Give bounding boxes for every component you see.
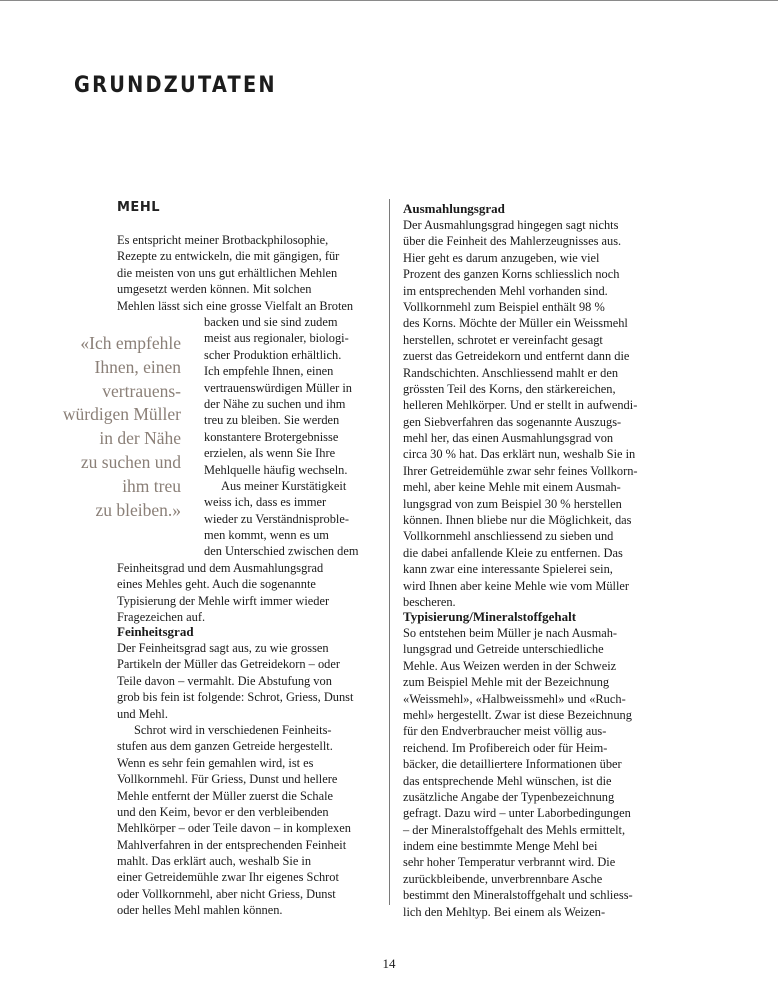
- column-divider: [389, 199, 390, 905]
- text-line: Es entspricht meiner Brotbackphilosophie,: [117, 233, 329, 247]
- text-line: Ich empfehle Ihnen, einen: [204, 364, 334, 379]
- ausmahlungsgrad-paragraph: [403, 217, 638, 610]
- quote-line: ihm treu: [122, 475, 181, 496]
- text-line: zuerst das Getreidekorn und entfernt dann die: [403, 349, 630, 364]
- top-rule: [0, 0, 778, 1]
- text-line: oder Vollkornmehl, aber nicht Griess, Dunst: [117, 886, 336, 901]
- text-line: einer Getreidemühle zwar Ihr eigenes Schrot: [117, 870, 339, 885]
- text-line: Partikeln der Müller das Getreidekorn – oder: [117, 657, 340, 672]
- text-line: Mehlen lässt sich eine grosse Vielfalt an Broten: [117, 298, 354, 313]
- chapter-header: GRUNDZUTATEN: [74, 73, 277, 98]
- text-line: Vollkornmehl. Für Griess, Dunst und hellere: [117, 772, 338, 787]
- text-line: bäcker, die detailliertere Informationen über: [403, 757, 622, 772]
- text-line: Mehlquelle häufig wechseln.: [204, 462, 348, 477]
- text-line: Hier geht es darum anzugeben, wie viel: [403, 250, 600, 265]
- text-line: und den Keim, bevor er den verbleibenden: [117, 804, 329, 819]
- quote-line: vertrauens-: [102, 380, 181, 401]
- text-line: sehr hoher Temperatur verbrannt wird. Die: [403, 855, 616, 870]
- text-line: Vollkornmehl zum Beispiel enthält 98 %: [403, 299, 605, 314]
- text-line: Ihrer Getreidemühle zwar sehr feines Vollkorn-: [403, 463, 638, 478]
- text-line: zum Beispiel Mehle mit der Bezeichnung: [403, 675, 610, 690]
- text-line: der Nähe zu suchen und ihm: [204, 396, 346, 411]
- text-line: gefragt. Dazu wird – unter Laborbedingungen: [403, 806, 631, 821]
- text-line: «Weissmehl», «Halbweissmehl» und «Ruch-: [403, 691, 626, 706]
- text-line: Fragezeichen auf.: [117, 610, 206, 625]
- text-line: grössten Teil des Korns, den stärkereichen,: [403, 381, 616, 396]
- text-line: Aus meiner Kurstätigkeit: [221, 478, 347, 493]
- quote-line: würdigen Müller: [62, 404, 181, 425]
- text-line: Wenn es sehr fein gemahlen wird, ist es: [117, 755, 314, 770]
- text-line: men kommt, wenn es um: [204, 528, 329, 543]
- text-line: mehl» hergestellt. Zwar ist diese Bezeichnung: [403, 707, 632, 722]
- text-line: oder helles Mehl mahlen können.: [117, 903, 283, 918]
- text-line: wieder zu Verständnisproble-: [204, 511, 349, 526]
- text-line: Schrot wird in verschiedenen Feinheits-: [134, 722, 332, 737]
- text-line: Vollkornmehl anschliessend zu sieben und: [403, 529, 614, 544]
- quote-line: «Ich empfehle: [80, 333, 181, 353]
- intro-tail-paragraph: [117, 560, 329, 626]
- text-line: gen Siebverfahren das sogenannte Auszugs-: [403, 414, 622, 429]
- page-number: 14: [382, 956, 396, 971]
- text-line: treu zu bleiben. Sie werden: [204, 413, 340, 428]
- quote-line: zu suchen und: [80, 451, 181, 472]
- text-line: Teile davon – vermahlt. Die Abstufung von: [117, 673, 332, 688]
- text-line: und Mehl.: [117, 706, 168, 721]
- text-line: Mehle entfernt der Müller zuerst die Schale: [117, 788, 334, 803]
- text-line: Rezepte zu entwickeln, die mit gängigen, für: [117, 249, 340, 264]
- text-line: lungsgrad von zum Beispiel 30 % herstellen: [403, 496, 622, 511]
- text-line: Mehle. Aus Weizen werden in der Schweiz: [403, 658, 617, 673]
- text-line: lungsgrad und Getreide unterschiedliche: [403, 642, 604, 657]
- text-line: Der Feinheitsgrad sagt aus, zu wie grossen: [117, 641, 329, 655]
- text-line: Mahlverfahren in der entsprechenden Feinheit: [117, 837, 347, 852]
- text-line: stufen aus dem ganzen Getreide hergestellt.: [117, 739, 333, 754]
- intro-wrapped-paragraph: [204, 314, 358, 560]
- text-line: Der Ausmahlungsgrad hingegen sagt nichts: [403, 218, 619, 232]
- quote-line: in der Nähe: [99, 428, 181, 449]
- text-line: vertrauenswürdigen Müller in: [204, 380, 352, 395]
- text-line: konstantere Brotergebnisse: [204, 429, 339, 444]
- text-line: scher Produktion erhältlich.: [204, 347, 342, 362]
- text-line: helleren Mehlkörper. Und er stellt in aufwendi-: [403, 398, 638, 413]
- text-line: erzielen, als wenn Sie Ihre: [204, 446, 336, 461]
- text-line: zurückbleibende, unverbrennbare Asche: [403, 871, 603, 886]
- text-line: reichend. Im Profibereich oder für Heim-: [403, 740, 608, 755]
- text-line: wird Ihnen aber keine Mehle wie vom Müller: [403, 578, 630, 593]
- text-line: mahlt. Das erklärt auch, weshalb Sie in: [117, 854, 312, 869]
- text-line: weiss ich, dass es immer: [204, 495, 327, 510]
- text-line: können. Ihnen bliebe nur die Möglichkeit, das: [403, 513, 632, 528]
- text-line: Typisierung der Mehle wirft immer wieder: [117, 593, 330, 608]
- text-line: So entstehen beim Müller je nach Ausmah-: [403, 626, 618, 640]
- section-heading: MEHL: [117, 200, 160, 215]
- text-line: des Korns. Möchte der Müller ein Weissmehl: [403, 316, 628, 331]
- text-line: das entsprechende Mehl wünschen, ist die: [403, 773, 612, 788]
- quote-line: Ihnen, einen: [94, 356, 181, 377]
- text-line: lich den Mehltyp. Bei einem als Weizen-: [403, 904, 606, 919]
- typisierung-paragraph: [403, 625, 633, 920]
- text-line: herstellen, schrotet er vereinfacht gesagt: [403, 332, 603, 347]
- text-line: eines Mehles geht. Auch die sogenannte: [117, 577, 316, 592]
- text-line: im entsprechenden Mehl vorhanden sind.: [403, 283, 608, 298]
- intro-paragraph: [117, 232, 353, 314]
- subheading-ausmahlungsgrad: Ausmahlungsgrad: [403, 201, 505, 216]
- text-line: bestimmt den Mineralstoffgehalt und schliess-: [403, 888, 633, 903]
- text-line: kann zwar eine interessante Spielerei sein,: [403, 562, 613, 577]
- feinheitsgrad-paragraph: [117, 640, 353, 919]
- text-line: Prozent des ganzen Korns schliesslich noch: [403, 267, 620, 282]
- text-line: über die Feinheit des Mahlerzeugnisses aus.: [403, 234, 622, 249]
- text-line: – der Mineralstoffgehalt des Mehls ermittelt,: [403, 822, 626, 837]
- quote-line: zu bleiben.»: [95, 499, 181, 520]
- text-line: zusätzliche Angabe der Typenbezeichnung: [403, 789, 615, 804]
- subheading-typisierung: Typisierung/Mineralstoffgehalt: [403, 609, 577, 624]
- text-line: Mehlkörper – oder Teile davon – in komplexen: [117, 821, 351, 836]
- text-line: den Unterschied zwischen dem: [204, 544, 359, 559]
- text-line: backen und sie sind zudem: [204, 315, 338, 329]
- text-line: Feinheitsgrad und dem Ausmahlungsgrad: [117, 561, 324, 575]
- text-line: mehl her, das einen Ausmahlungsgrad von: [403, 431, 614, 446]
- text-line: für den Endverbraucher meist völlig aus-: [403, 724, 607, 739]
- text-line: indem eine bestimmte Menge Mehl bei: [403, 839, 598, 854]
- text-line: umgesetzt werden können. Mit solchen: [117, 282, 312, 297]
- text-line: Randschichten. Anschliessend mahlt er den: [403, 365, 619, 380]
- text-line: grob bis fein ist folgende: Schrot, Griess, Dunst: [117, 690, 354, 705]
- pull-quote: [20, 332, 181, 522]
- text-line: circa 30 % hat. Das erklärt nun, weshalb Sie in: [403, 447, 636, 462]
- subheading-feinheitsgrad: Feinheitsgrad: [117, 624, 194, 639]
- text-line: die meisten von uns gut erhältlichen Mehlen: [117, 265, 338, 280]
- text-line: die dabei anfallende Kleie zu entfernen. Das: [403, 545, 623, 560]
- text-line: mehl, aber keine Mehle mit einem Ausmah-: [403, 480, 621, 495]
- text-line: meist aus regionaler, biologi-: [204, 331, 349, 346]
- text-line: bescheren.: [403, 594, 456, 609]
